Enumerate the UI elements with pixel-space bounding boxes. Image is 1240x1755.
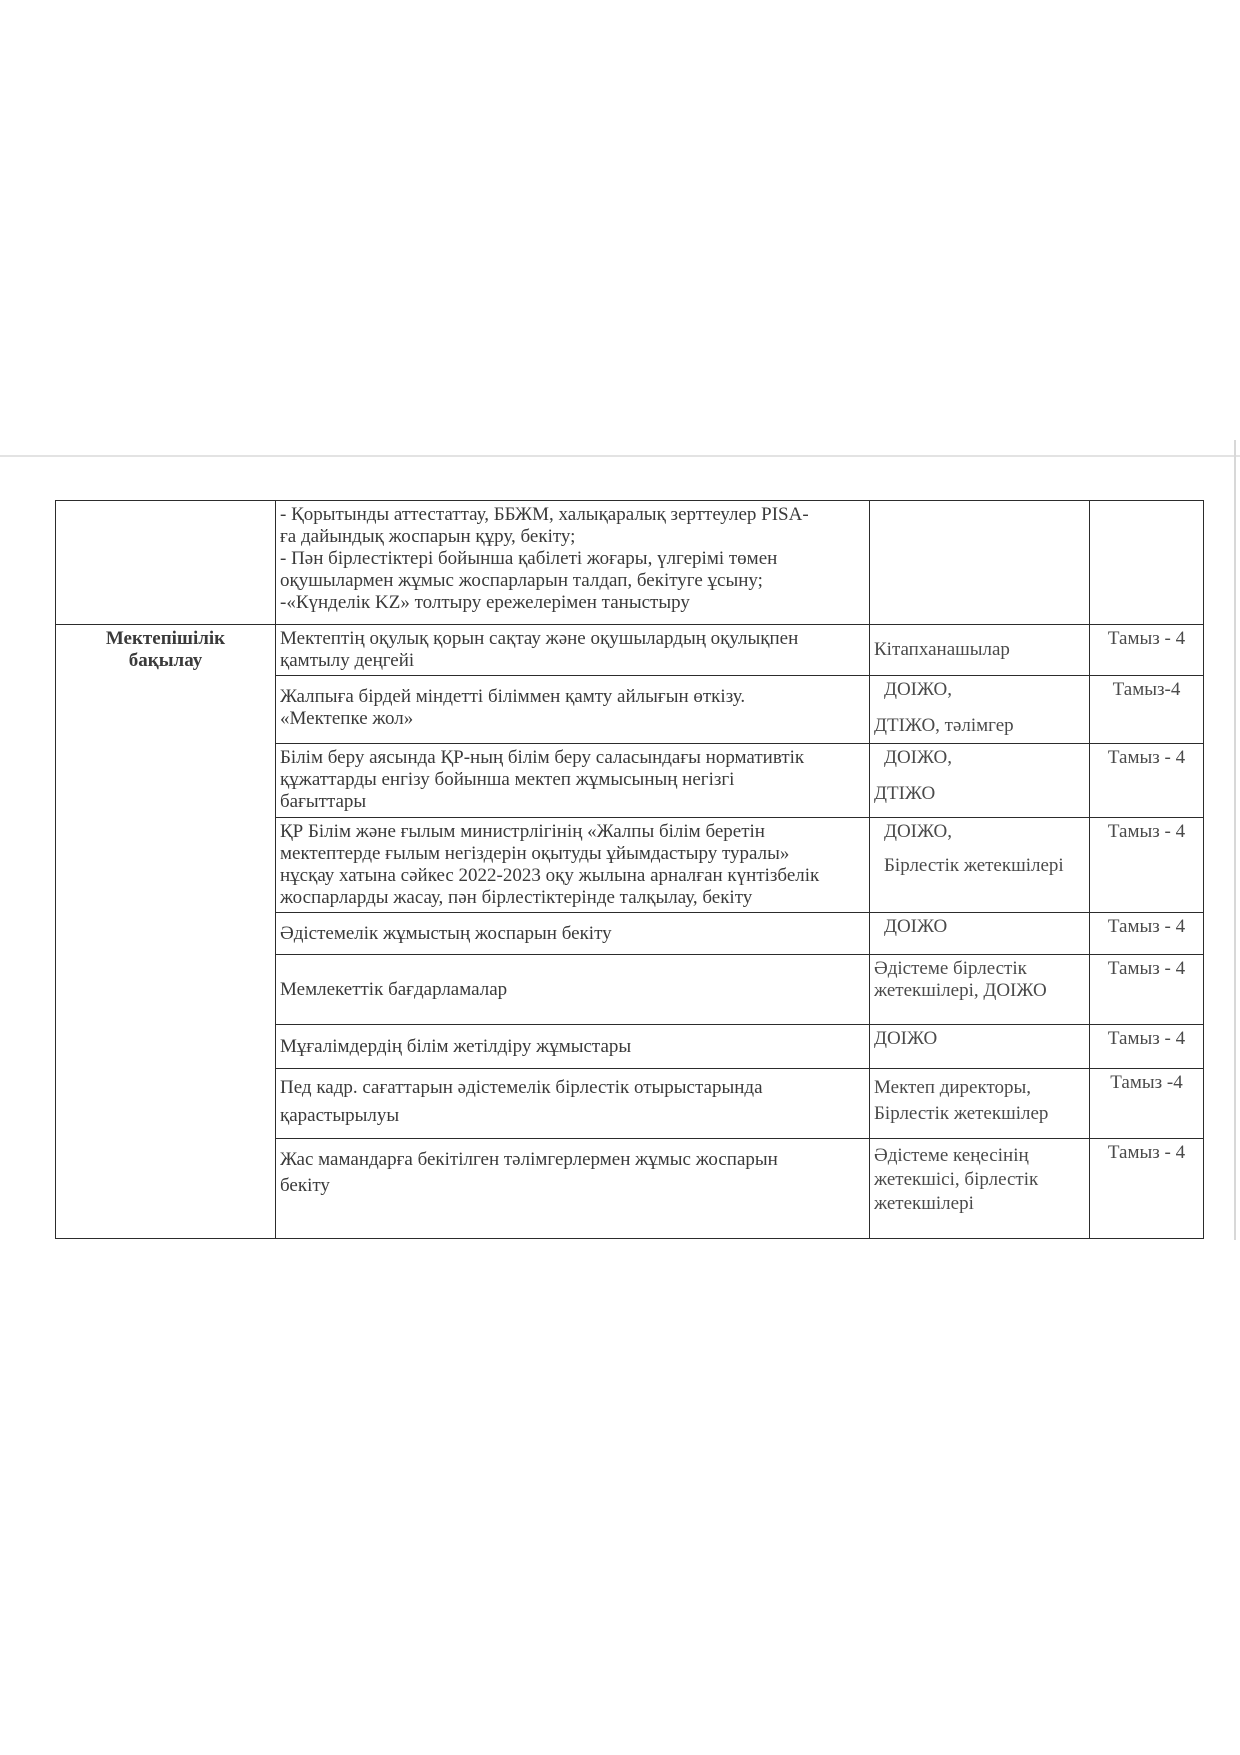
responsible-text: ДОІЖО	[884, 916, 948, 937]
activity-text: ҚР Білім және ғылым министрлігінің «Жалпы білім беретін	[280, 821, 765, 842]
activity-text: «Мектепке жол»	[280, 708, 414, 729]
activity-text: Әдістемелік жұмыстың жоспарын бекіту	[280, 922, 612, 944]
activity-text: Мұғалімдердің білім жетілдіру жұмыстары	[280, 1035, 632, 1057]
table-row	[56, 501, 1204, 625]
scan-page-edge	[0, 455, 1240, 457]
activity-text: бағыттары	[280, 791, 367, 812]
date-cell: Тамыз - 4	[1090, 818, 1204, 913]
activity-text: Мектептің оқулық қорын сақтау және оқушылардың оқулықпен	[280, 628, 799, 649]
date-cell: Тамыз - 4	[1090, 955, 1204, 1025]
activity-text: Мемлекеттік бағдарламалар	[280, 978, 508, 1000]
activity-text: - Пән бірлестіктері бойынша қабілеті жоғары, үлгерімі төмен	[280, 548, 778, 569]
activity-text: жоспарларды жасау, пән бірлестіктерінде талқылау, бекіту	[280, 887, 753, 908]
responsible-text: ДОІЖО	[874, 1028, 938, 1049]
activity-cell	[276, 1025, 870, 1069]
responsible-text: Бірлестік жетекшілері	[884, 855, 1064, 876]
activity-cell	[276, 501, 870, 625]
scan-page-edge-right	[1234, 440, 1236, 1240]
activity-text: мектептерде ғылым негіздерін оқытуды ұйымдастыру туралы»	[280, 843, 790, 864]
activity-cell	[276, 818, 870, 913]
responsible-text: жетекшілері	[874, 1193, 974, 1214]
date-cell: Тамыз-4	[1090, 676, 1204, 744]
activity-text: -«Күнделік KZ» толтыру ережелерімен таныстыру	[280, 592, 690, 613]
responsible-cell	[870, 818, 1090, 913]
responsible-text: Бірлестік жетекшілер	[874, 1103, 1049, 1124]
responsible-cell	[870, 955, 1090, 1025]
activity-text: Жас мамандарға бекітілген тәлімгерлермен жұмыс жоспарын	[280, 1149, 778, 1170]
activity-text: нұсқау хатына сәйкес 2022-2023 оқу жылына арналған күнтізбелік	[280, 865, 820, 886]
responsible-text: Мектеп директоры,	[874, 1077, 1032, 1098]
responsible-text: Кітапханашылар	[874, 639, 1010, 660]
responsible-text: ДОІЖО,	[884, 747, 953, 768]
table-row	[56, 625, 1204, 676]
activity-cell	[276, 625, 870, 676]
responsible-text: ДТІЖО	[874, 783, 936, 804]
date-cell: Тамыз - 4	[1090, 1139, 1204, 1239]
responsible-text: ДТІЖО, тәлімгер	[874, 715, 1014, 736]
responsible-text: жетекшілері, ДОІЖО	[874, 980, 1047, 1001]
activity-text: құжаттарды енгізу бойынша мектеп жұмысының негізгі	[280, 769, 735, 790]
activity-cell	[276, 744, 870, 818]
section-cell	[56, 625, 276, 1239]
responsible-text: ДОІЖО,	[884, 821, 953, 842]
activity-cell	[276, 1139, 870, 1239]
date-cell: Тамыз - 4	[1090, 744, 1204, 818]
responsible-text: Әдістеме кеңесінің	[874, 1145, 1029, 1166]
responsible-cell	[870, 744, 1090, 818]
activity-text: Пед кадр. сағаттарын әдістемелік бірлестік отырыстарында	[280, 1077, 763, 1098]
activity-text: қарастырылуы	[280, 1105, 400, 1126]
activity-text: қамтылу деңгейі	[280, 650, 415, 671]
work-plan-table	[55, 500, 1204, 1239]
responsible-cell	[870, 501, 1090, 625]
date-cell	[1090, 501, 1204, 625]
activity-cell	[276, 913, 870, 955]
activity-text: Жалпыға бірдей міндетті біліммен қамту айлығын өткізу.	[280, 686, 746, 707]
responsible-cell	[870, 913, 1090, 955]
activity-text: бекіту	[280, 1175, 330, 1196]
activity-text: оқушылармен жұмыс жоспарларын талдап, бекітуге ұсыну;	[280, 570, 763, 591]
responsible-cell	[870, 676, 1090, 744]
activity-text: Білім беру аясында ҚР-ның білім беру саласындағы нормативтік	[280, 747, 805, 768]
date-cell: Тамыз -4	[1090, 1069, 1204, 1139]
section-title: Мектепішілік	[105, 628, 226, 649]
responsible-text: Әдістеме бірлестік	[874, 958, 1027, 979]
responsible-cell	[870, 625, 1090, 676]
responsible-text: жетекшісі, бірлестік	[874, 1169, 1039, 1190]
section-title: бақылау	[128, 650, 203, 671]
responsible-cell	[870, 1069, 1090, 1139]
activity-cell	[276, 676, 870, 744]
date-cell: Тамыз - 4	[1090, 913, 1204, 955]
activity-text: ға дайындық жоспарын құру, бекіту;	[280, 526, 576, 547]
date-cell: Тамыз - 4	[1090, 1025, 1204, 1069]
responsible-cell	[870, 1025, 1090, 1069]
responsible-text: ДОІЖО,	[884, 679, 953, 700]
activity-cell	[276, 955, 870, 1025]
activity-cell	[276, 1069, 870, 1139]
date-cell: Тамыз - 4	[1090, 625, 1204, 676]
responsible-cell	[870, 1139, 1090, 1239]
section-cell-empty	[56, 501, 276, 625]
activity-text: - Қорытынды аттестаттау, ББЖМ, халықаралық зерттеулер PISA-	[280, 504, 809, 525]
